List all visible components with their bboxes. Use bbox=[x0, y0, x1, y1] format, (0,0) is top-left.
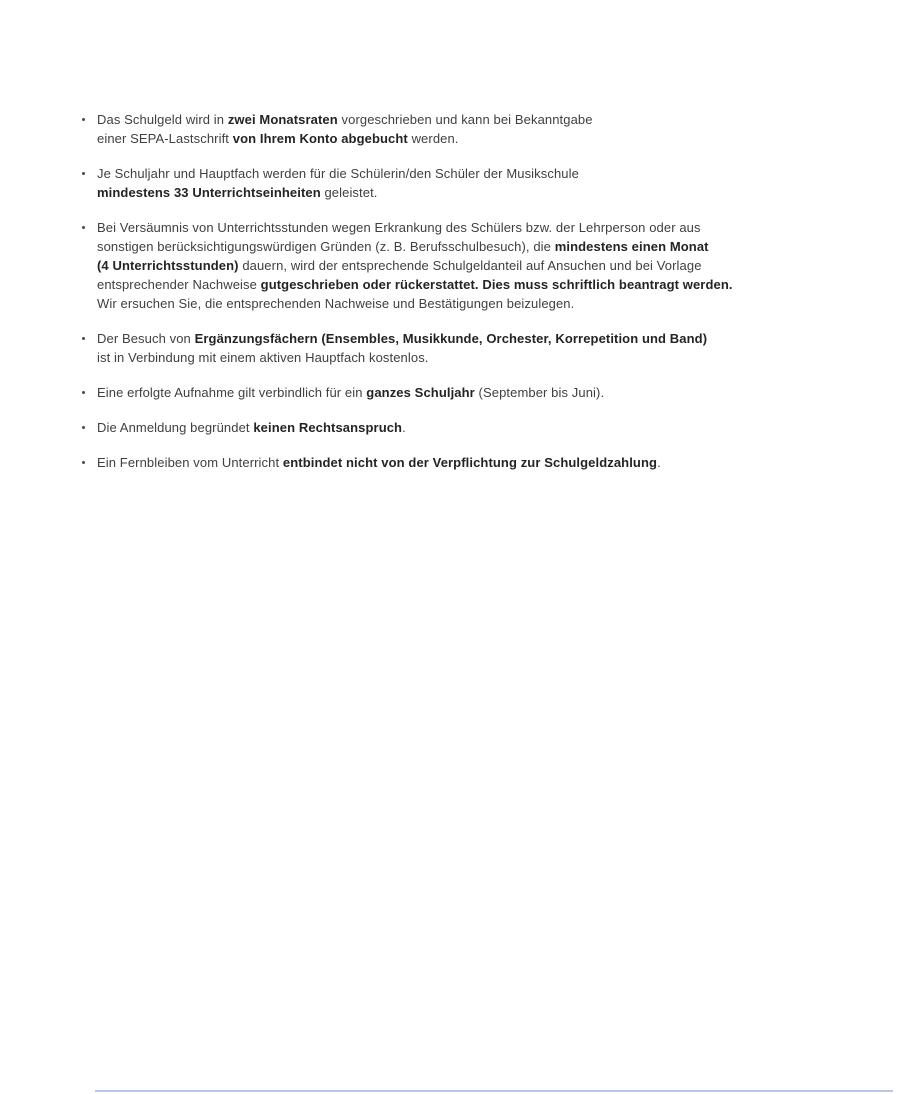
text-run: Der Besuch von bbox=[97, 331, 195, 346]
list-item bbox=[81, 418, 893, 437]
footer-divider-line bbox=[95, 1090, 893, 1092]
text-run: vorgeschrieben und kann bei Bekanntgabe bbox=[337, 112, 593, 127]
bold-text-run: von Ihrem Konto abgebucht bbox=[232, 131, 408, 146]
text-run: Je Schuljahr und Hauptfach werden für die Schülerin/den Schüler der Musikschule bbox=[97, 166, 579, 181]
text-run: dauern, wird der entsprechende Schulgeldanteil auf Ansuchen und bei Vorlage bbox=[238, 258, 702, 273]
list-item bbox=[81, 383, 893, 402]
bold-text-run: keinen Rechtsanspruch bbox=[253, 420, 403, 435]
list-item bbox=[81, 453, 893, 472]
bold-text-run: zwei Monatsraten bbox=[227, 112, 338, 127]
list-item bbox=[81, 329, 893, 367]
list-item bbox=[81, 164, 893, 202]
bold-text-run: (4 Unterrichtsstunden) bbox=[97, 258, 239, 273]
text-run: . bbox=[402, 420, 406, 435]
text-run: (September bis Juni). bbox=[474, 385, 605, 400]
text-run: Wir ersuchen Sie, die entsprechenden Nachweise und Bestätigungen beizulegen. bbox=[97, 296, 575, 311]
bold-text-run: mindestens einen Monat bbox=[554, 239, 709, 254]
bold-text-run: mindestens 33 Unterrichtseinheiten bbox=[97, 185, 321, 200]
bold-text-run: entbindet nicht von der Verpflichtung zur Schulgeldzahlung bbox=[282, 455, 658, 470]
text-run: Eine erfolgte Aufnahme gilt verbindlich für ein bbox=[97, 385, 367, 400]
text-run: entsprechender Nachweise bbox=[97, 277, 261, 292]
text-run: einer SEPA-Lastschrift bbox=[97, 131, 233, 146]
text-run: Die Anmeldung begründet bbox=[97, 420, 254, 435]
text-run: geleistet. bbox=[320, 185, 378, 200]
text-run: . bbox=[657, 455, 661, 470]
bold-text-run: gutgeschrieben oder rückerstattet. Dies muss schriftlich beantragt werden. bbox=[260, 277, 733, 292]
bold-text-run: Ergänzungsfächern (Ensembles, Musikkunde, Orchester, Korrepetition und Band) bbox=[194, 331, 708, 346]
text-run: Ein Fernbleiben vom Unterricht bbox=[97, 455, 283, 470]
bullet-list bbox=[81, 110, 893, 488]
text-run: Bei Versäumnis von Unterrichtsstunden wegen Erkrankung des Schülers bzw. der Lehrperson oder aus bbox=[97, 220, 701, 235]
list-item bbox=[81, 110, 893, 148]
text-run: sonstigen berücksichtigungswürdigen Gründen (z. B. Berufsschulbesuch), die bbox=[97, 239, 555, 254]
text-run: Das Schulgeld wird in bbox=[97, 112, 228, 127]
text-run: ist in Verbindung mit einem aktiven Hauptfach kostenlos. bbox=[97, 350, 429, 365]
text-run: werden. bbox=[407, 131, 459, 146]
list-item bbox=[81, 218, 893, 313]
bold-text-run: ganzes Schuljahr bbox=[366, 385, 475, 400]
